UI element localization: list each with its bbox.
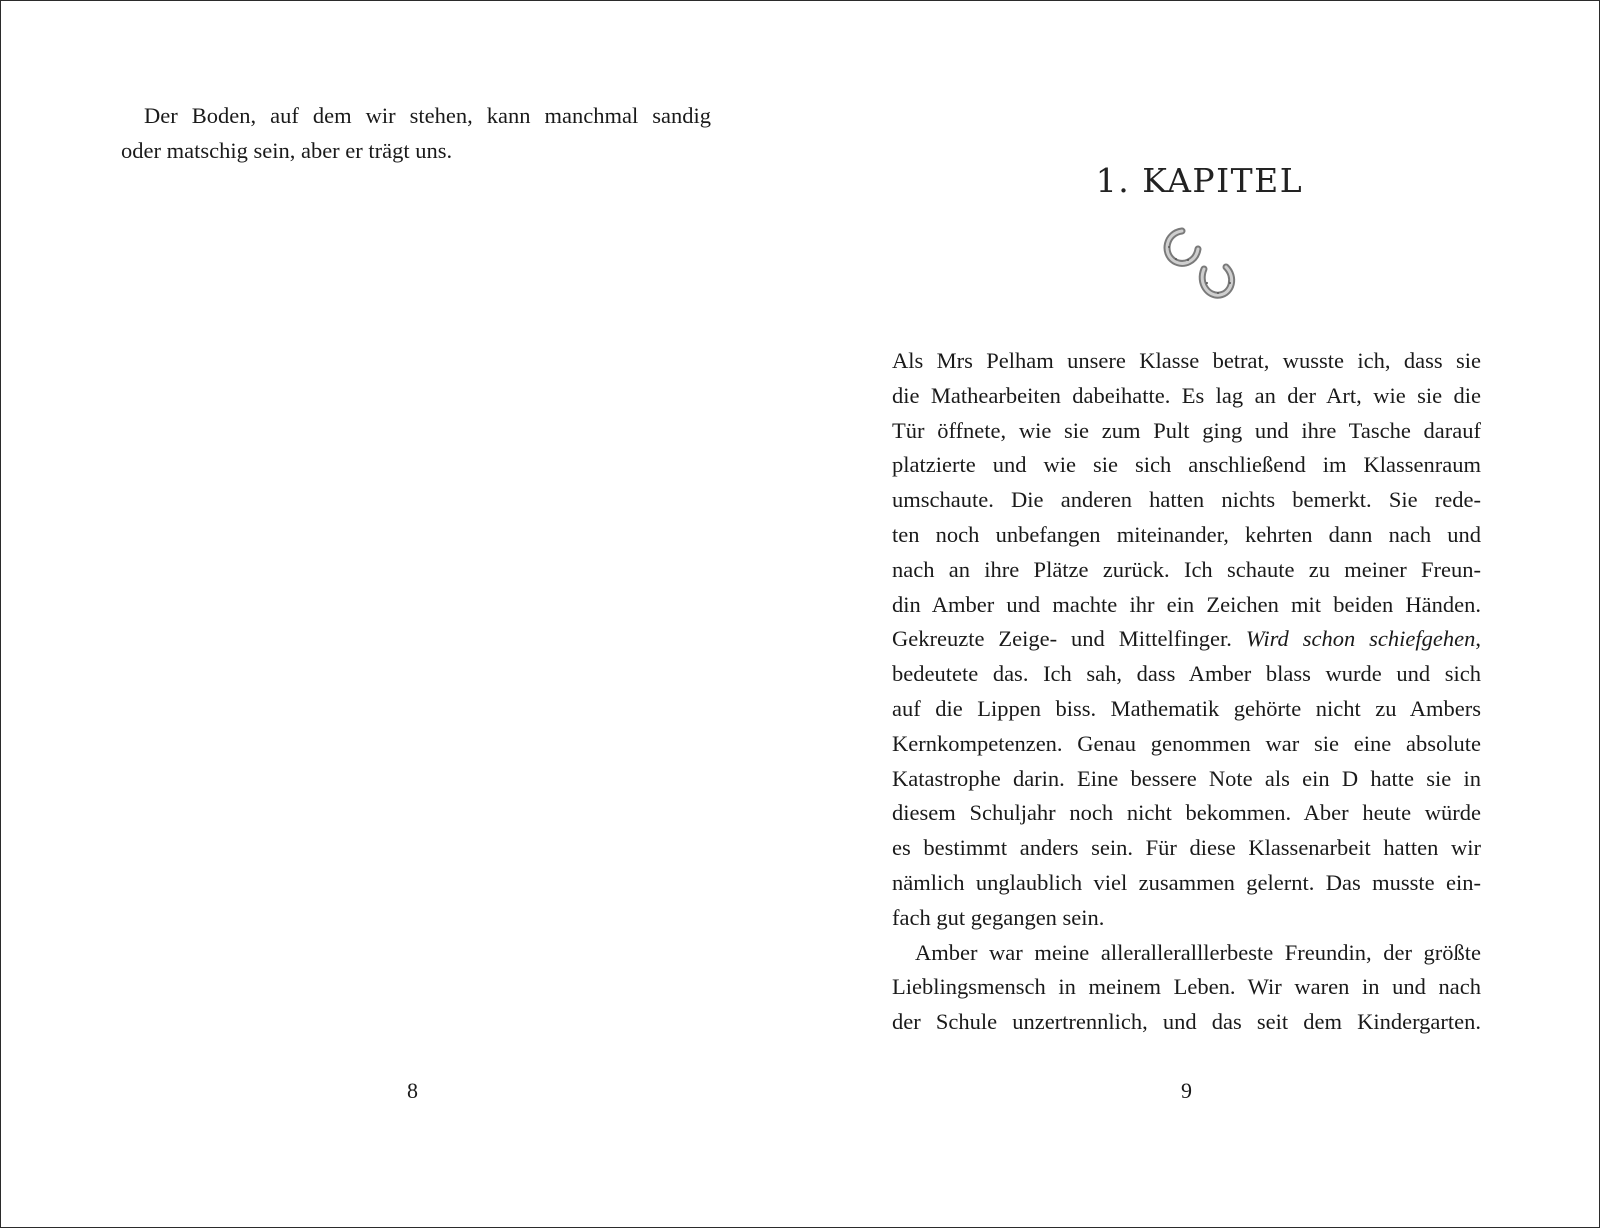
text-line: Tür öffnete, wie sie zum Pult ging und ihre Tasche darauf <box>892 417 1481 443</box>
paragraph-2 <box>892 936 1481 1040</box>
text-line: Lieblingsmensch in meinem Leben. Wir waren in und nach <box>892 974 1481 1000</box>
page-number-right: 9 <box>1181 1078 1192 1103</box>
text-line: nach an ihre Plätze zurück. Ich schaute zu meiner Freun- <box>892 556 1481 582</box>
right-page-text <box>892 344 1481 1040</box>
left-page <box>1 1 800 1227</box>
left-page-text <box>121 99 711 169</box>
text-line: diesem Schuljahr noch nicht bekommen. Aber heute würde <box>892 800 1481 826</box>
text-line: Als Mrs Pelham unsere Klasse betrat, wusste ich, dass sie <box>892 348 1481 373</box>
text-line: auf die Lippen biss. Mathematik gehörte nicht zu Ambers <box>892 695 1481 721</box>
horseshoes-icon <box>1152 225 1242 307</box>
paragraph-1 <box>892 344 1481 936</box>
text-line: es bestimmt anders sein. Für diese Klassenarbeit hatten wir <box>892 835 1481 861</box>
text-line: Kernkompetenzen. Genau genommen war sie eine absolute <box>892 730 1481 756</box>
text-line: platzierte und wie sie sich anschließend im Klassenraum <box>892 452 1481 478</box>
line-segment: , <box>1475 626 1481 652</box>
text-line: fach gut gegangen sein. <box>892 904 1105 930</box>
text-line: bedeutete das. Ich sah, dass Amber blass wurde und sich <box>892 661 1481 687</box>
text-line: der Schule unzertrennlich, und das seit dem Kindergarten. <box>892 1009 1481 1035</box>
text-line: Katastrophe darin. Eine bessere Note als ein D hatte sie in <box>892 765 1481 791</box>
text-line: ten noch unbefangen miteinander, kehrten dann nach und <box>892 521 1481 547</box>
text-line: nämlich unglaublich viel zusammen gelernt. Das musste ein- <box>892 869 1481 895</box>
chapter-title: 1. KAPITEL <box>1095 161 1304 200</box>
text-line: die Mathearbeiten dabeihatte. Es lag an der Art, wie sie die <box>892 382 1481 408</box>
text-line: din Amber und machte ihr ein Zeichen mit beiden Händen. <box>892 591 1481 617</box>
text-line: Amber war meine alleralleralllerbeste Freundin, der größte <box>915 939 1481 965</box>
text-line-with-italic <box>892 622 1481 657</box>
text-line: umschaute. Die anderen hatten nichts bemerkt. Sie rede- <box>892 487 1481 513</box>
left-paragraph <box>121 99 711 169</box>
italic-phrase: Wird schon schiefgehen <box>1245 626 1476 652</box>
right-page <box>800 1 1599 1227</box>
line-segment: Gekreuzte Zeige- und Mittelfinger. <box>892 626 1246 652</box>
text-line: Der Boden, auf dem wir stehen, kann manchmal sandig <box>144 103 711 128</box>
text-line: oder matschig sein, aber er trägt uns. <box>121 137 453 163</box>
page-number-left: 8 <box>407 1078 418 1103</box>
